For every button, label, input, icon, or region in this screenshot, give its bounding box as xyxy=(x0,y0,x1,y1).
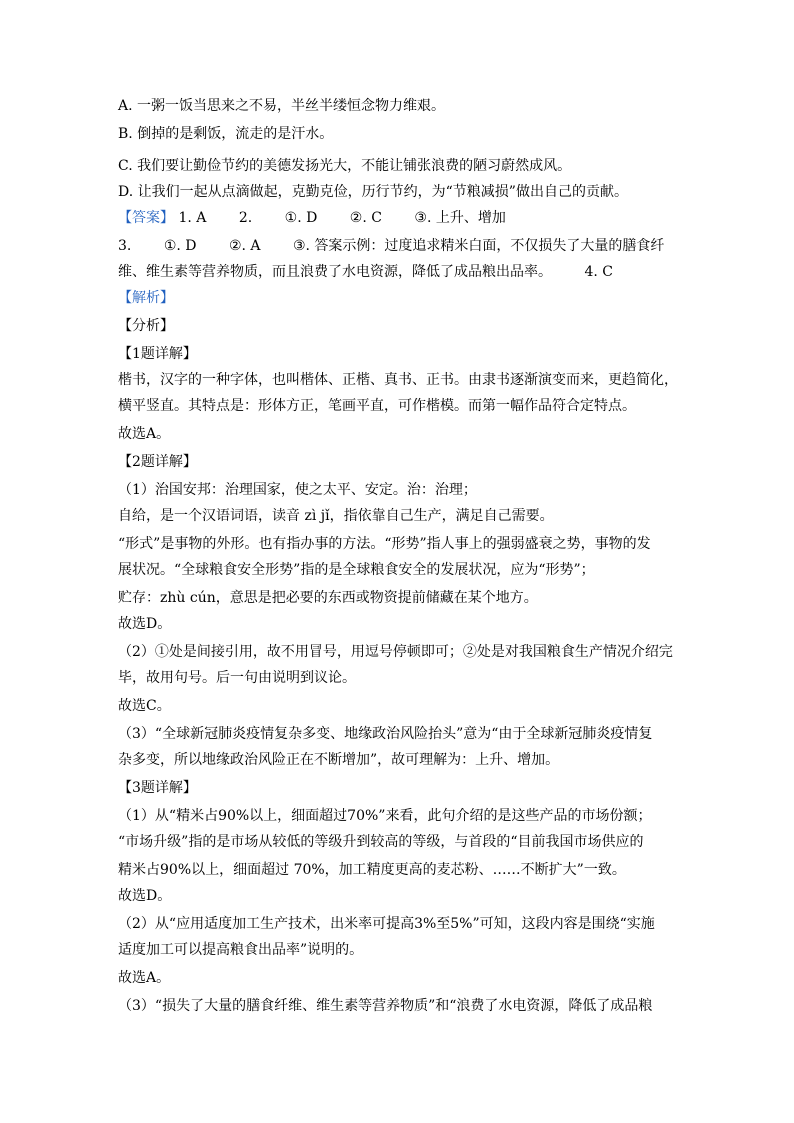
text-line: 自给，是一个汉语词语，读音 zì jǐ，指依靠自己生产，满足自己需要。 xyxy=(118,508,554,524)
option-a: A. 一粥一饭当思来之不易，半丝半缕恒念物力维艰。 xyxy=(118,98,446,114)
answer-item: ①. D xyxy=(163,238,197,254)
answer-item: 2. xyxy=(238,210,253,226)
text-line: 贮存：zhù cún，意思是把必要的东西或物资提前储藏在某个地方。 xyxy=(118,590,538,606)
section-heading: 【分析】 xyxy=(118,318,174,334)
text-line: （2）从“应用适度加工生产技术，出米率可提高3%至5%”可知，这段内容是围绕“实施 xyxy=(118,916,655,932)
text-line: 毕，故用句号。后一句由说明到议论。 xyxy=(118,670,356,686)
text-line: 故选A。 xyxy=(118,970,171,986)
answer-item: ③. 答案示例：过度追求精米白面，不仅损失了大量的膳食纤 xyxy=(292,238,665,254)
answer-item: ①. D xyxy=(284,210,318,226)
option-d: D. 让我们一起从点滴做起，克勤克俭，历行节约，为“节粮减损”做出自己的贡献。 xyxy=(118,184,628,200)
answer-item: ③. 上升、增加 xyxy=(414,210,506,226)
text-line: （1）治国安邦：治理国家，使之太平、安定。治：治理； xyxy=(118,482,477,498)
answer-line-1 xyxy=(118,208,506,228)
option-c: C. 我们要让勤俭节约的美德发扬光大，不能让铺张浪费的陋习蔚然成风。 xyxy=(118,158,572,174)
text-line: 展状况。“全球粮食安全形势”指的是全球粮食安全的发展状况，应为“形势”； xyxy=(118,562,595,578)
text-line: 精米占90%以上，细面超过 70%，加工精度更高的麦芯粉、……不断扩大”一致。 xyxy=(118,862,626,878)
section-heading: 【3题详解】 xyxy=(118,780,197,796)
text-line: 适度加工可以提高粮食出品率”说明的。 xyxy=(118,942,364,958)
answer-item: ②. A xyxy=(228,238,261,254)
option-b: B. 倒掉的是剩饭，流走的是汗水。 xyxy=(118,126,334,142)
answer-line-2 xyxy=(118,236,664,256)
section-heading: 【1题详解】 xyxy=(118,346,197,362)
answer-item: 1. A xyxy=(178,210,207,226)
text-line: “市场升级”指的是市场从较低的等级升到较高的等级，与首段的“目前我国市场供应的 xyxy=(118,834,644,850)
text-line: 横平竖直。其特点是：形体方正，笔画平直，可作楷模。而第一幅作品符合定特点。 xyxy=(118,398,636,414)
answer-item: 3. xyxy=(118,238,132,254)
text-line: （3）“损失了大量的膳食纤维、维生素等营养物质”和“浪费了水电资源，降低了成品粮 xyxy=(118,998,653,1014)
text-line: “形式”是事物的外形。也有指办事的方法。“形势”指人事上的强弱盛衰之势，事物的发 xyxy=(118,536,651,552)
text-line: （2）①处是间接引用，故不用冒号，用逗号停顿即可；②处是对我国粮食生产情况介绍完 xyxy=(118,644,673,660)
text-line: （3）“全球新冠肺炎疫情复杂多变、地缘政治风险抬头”意为“由于全球新冠肺炎疫情复 xyxy=(118,726,653,742)
text-line: （1）从“精米占90%以上，细面超过70%”来看，此句介绍的是这些产品的市场份额； xyxy=(118,808,652,824)
answer-item: 维、维生素等营养物质，而且浪费了水电资源，降低了成品粮出品率。 xyxy=(118,264,552,280)
text-line: 故选A。 xyxy=(118,426,171,442)
text-line: 故选D。 xyxy=(118,888,172,904)
answer-tag: 【答案】 xyxy=(118,210,174,226)
analysis-tag: 【解析】 xyxy=(118,290,174,306)
section-heading: 【2题详解】 xyxy=(118,454,197,470)
text-line: 故选C。 xyxy=(118,698,171,714)
text-line: 杂多变，所以地缘政治风险正在不断增加”，故可理解为：上升、增加。 xyxy=(118,752,560,768)
text-line: 故选D。 xyxy=(118,616,172,632)
text-line: 楷书，汉字的一种字体，也叫楷体、正楷、真书、正书。由隶书逐渐演变而来，更趋简化， xyxy=(118,372,678,388)
answer-line-3 xyxy=(118,262,613,282)
answer-item: 4. C xyxy=(584,264,613,280)
answer-item: ②. C xyxy=(349,210,382,226)
